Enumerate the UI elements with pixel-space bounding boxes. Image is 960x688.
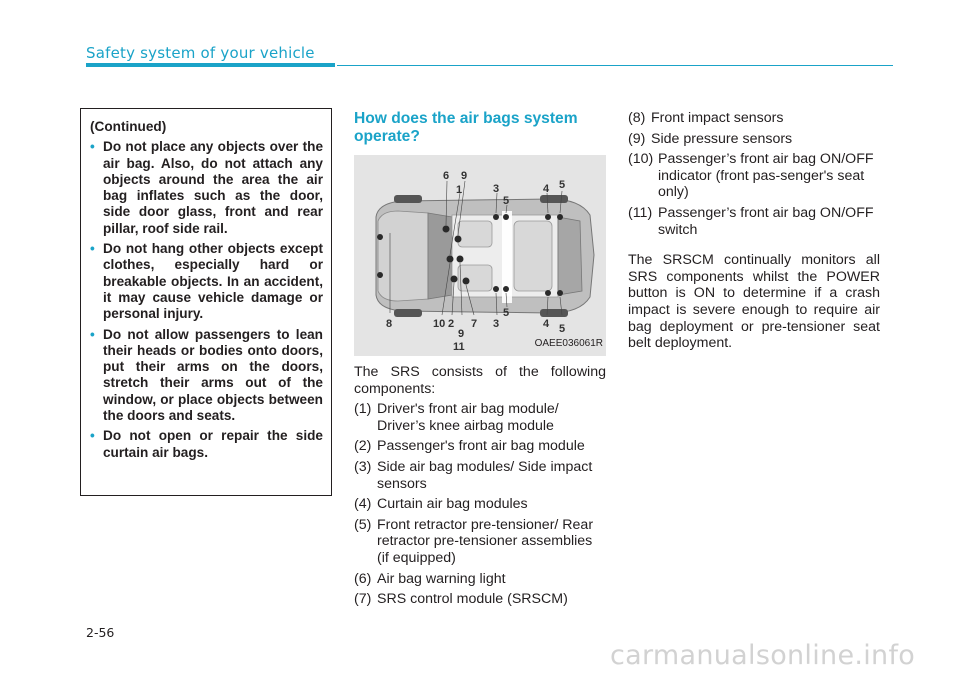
bullet-icon: •: [90, 326, 95, 342]
callout-label: 3: [493, 183, 500, 195]
callout-label: 2: [448, 318, 455, 330]
callout-label: 1: [456, 184, 463, 196]
warning-item: [90, 241, 323, 322]
warning-item: [90, 327, 323, 425]
callout-label: 5: [559, 179, 566, 191]
callout-label: 6: [443, 170, 450, 182]
component-number: (11): [628, 204, 653, 221]
component-text: Driver's front air bag module/ Driver’s knee airbag module: [377, 401, 559, 434]
callout-label: 8: [386, 318, 393, 330]
component-text: SRS control module (SRSCM): [377, 591, 568, 608]
srs-intro: The SRS consists of the following components:: [354, 364, 606, 397]
header-accent-bar: [86, 63, 335, 67]
callout-label: 9: [458, 328, 465, 340]
component-number: (5): [354, 516, 372, 533]
page-number: 2-56: [86, 625, 115, 640]
component-number: (10): [628, 151, 654, 168]
section-heading: How does the air bags system operate?: [354, 110, 578, 145]
component-item: [354, 571, 606, 588]
callout-label: 5: [559, 323, 566, 335]
warning-item: [90, 428, 323, 461]
component-item: [354, 591, 606, 608]
right-column: [628, 110, 880, 352]
component-item: [354, 459, 606, 492]
component-text: Passenger’s front air bag ON/OFF switch: [658, 204, 874, 238]
callout-label: 9: [461, 170, 468, 182]
warning-item: [90, 139, 323, 237]
component-text: Front retractor pre-tensioner/ Rear retractor pre-tensioner assemblies (if equipped): [377, 516, 594, 566]
warning-continued-label: (Continued): [90, 119, 167, 134]
bullet-icon: •: [90, 241, 95, 257]
component-text: Front impact sensors: [651, 110, 784, 126]
callout-label: 10: [433, 318, 446, 330]
callout-label: 5: [503, 195, 510, 207]
srscm-paragraph: The SRSCM continually monitors all SRS components whilst the POWER button is ON to determine if a crash impact is severe enough to require air bag deployment or pre-tensioner seat belt deployment.: [628, 252, 880, 352]
component-number: (7): [354, 591, 372, 608]
bullet-icon: •: [90, 139, 95, 155]
watermark: carmanualsonline.info: [610, 640, 916, 671]
header-rule: [337, 65, 893, 66]
bullet-icon: •: [90, 428, 95, 444]
component-text: Side air bag modules/ Side impact sensors: [377, 458, 593, 492]
component-number: (6): [354, 570, 372, 587]
component-item: [628, 151, 880, 201]
component-number: (4): [354, 496, 372, 513]
component-text: Curtain air bag modules: [377, 496, 528, 513]
component-text: Side pressure sensors: [651, 130, 793, 147]
component-item: [628, 205, 880, 238]
warning-item-text: Do not place any objects over the air bag. Also, do not attach any objects around the area the air bag inflates such as the door, side door glass, front and rear pillar, roof side rail.: [103, 139, 323, 236]
warning-item-text: Do not allow passengers to lean their heads or bodies onto doors, put their arms on the doors, stretch their arms out of the window, or place objects between the doors and seats.: [103, 326, 323, 424]
figure-code: OAEE036061R: [534, 338, 603, 350]
component-number: (2): [354, 438, 372, 455]
section-header-title: Safety system of your vehicle: [86, 44, 315, 62]
callout-label: 11: [453, 341, 465, 353]
middle-column: [354, 110, 606, 608]
warning-item-text: Do not hang other objects except clothes, especially hard or breakable objects. In an accident, it may cause vehicle damage or personal injury.: [103, 241, 323, 322]
component-number: (1): [354, 401, 372, 418]
warning-item-text: Do not open or repair the side curtain air bags.: [103, 428, 323, 460]
callout-label: 5: [503, 307, 510, 319]
component-text: Passenger’s front air bag ON/OFF indicator (front pas-senger's seat only): [658, 151, 874, 201]
component-item: [354, 496, 606, 513]
callout-label: 3: [493, 318, 500, 330]
callout-label: 4: [543, 318, 550, 330]
component-text: Air bag warning light: [377, 570, 506, 587]
component-item: [628, 131, 880, 148]
warning-box: [80, 108, 332, 496]
component-item: [354, 401, 606, 434]
callout-label: 7: [471, 318, 478, 330]
component-item: [354, 438, 606, 455]
component-number: (9): [628, 130, 646, 147]
airbag-system-diagram: [354, 155, 606, 356]
component-item: [354, 517, 606, 567]
component-text: Passenger's front air bag module: [377, 438, 585, 455]
component-number: (3): [354, 458, 372, 475]
callout-label: 4: [543, 183, 550, 195]
component-item: [628, 110, 880, 127]
figure-callouts: [354, 155, 606, 356]
component-number: (8): [628, 110, 646, 126]
